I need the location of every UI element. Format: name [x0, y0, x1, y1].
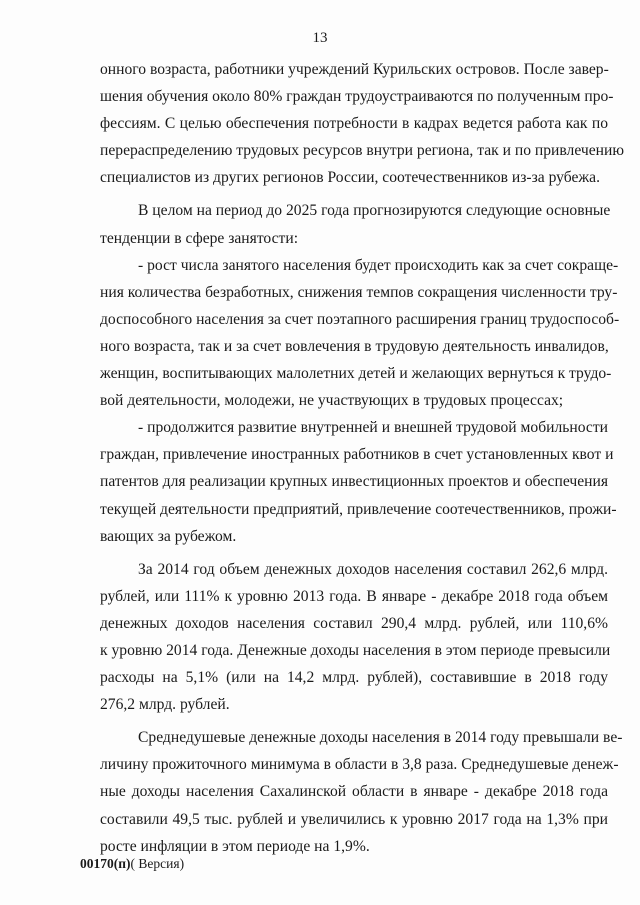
text-line: онного возраста, работники учреждений Курильских островов. После завер-: [100, 61, 609, 78]
text-line: личину прожиточного минимума в области в 3,8 раза. Среднедушевые денеж-: [100, 756, 619, 774]
text-line: - продолжится развитие внутренней и внешней трудовой мобильности: [138, 419, 608, 437]
paragraph-2: [100, 197, 611, 251]
paragraph-5: [100, 556, 611, 719]
text-line: к уровню 2014 года. Денежные доходы населения в этом периоде превысили: [100, 641, 611, 659]
text-line: составили 49,5 тыс. рублей и увеличились к уровню 2017 года на 1,3% при: [100, 810, 608, 828]
document-code: 00170(п): [80, 856, 131, 871]
text-line: росте инфляции в этом периоде на 1,9%.: [100, 837, 370, 855]
text-line: доспособного населения за счет поэтапного расширения границ трудоспособ-: [100, 310, 620, 328]
text-line: вой деятельности, молодежи, не участвующих в трудовых процессах;: [100, 392, 564, 410]
document-version: ( Версия): [130, 856, 185, 871]
text-line: ного возраста, так и за счет вовлечения в трудовую деятельность инвалидов,: [100, 337, 609, 355]
text-line: ния количества безработных, снижения темпов сокращения численности тру-: [100, 283, 618, 301]
text-line: перераспределению трудовых ресурсов внутри региона, так и по привлечению: [100, 142, 624, 160]
paragraph-1: [100, 56, 624, 191]
text-line: Среднедушевые денежные доходы населения в 2014 году превышали ве-: [138, 729, 623, 747]
text-line: В целом на период до 2025 года прогнозируются следующие основные: [138, 202, 611, 220]
text-line: рублей, или 111% к уровню 2013 года. В январе - декабре 2018 года объем: [100, 587, 608, 605]
text-line: тенденции в сфере занятости:: [100, 229, 299, 247]
text-line: вающих за рубежом.: [100, 527, 237, 545]
document-footer: [80, 856, 184, 872]
text-line: За 2014 год объем денежных доходов населения составил 262,6 млрд.: [138, 560, 608, 578]
text-line: расходы на 5,1% (или на 14,2 млрд. рублей), составившие в 2018 году: [100, 669, 608, 687]
text-line: 276,2 млрд. рублей.: [100, 696, 230, 714]
text-line: - рост числа занятого населения будет происходить как за счет сокраще-: [138, 256, 619, 274]
text-line: ные доходы населения Сахалинской области в январе - декабре 2018 года: [100, 783, 608, 801]
paragraph-4: [100, 414, 617, 549]
body-text: [100, 56, 624, 860]
text-line: фессиям. С целью обеспечения потребности в кадрах ведется работа как по: [100, 115, 608, 133]
text-line: денежных доходов населения составил 290,4 млрд. рублей, или 110,6%: [100, 614, 608, 632]
paragraph-3: [100, 252, 620, 415]
page-number: 13: [312, 30, 328, 46]
paragraph-6: [100, 724, 623, 859]
text-line: женщин, воспитывающих малолетних детей и желающих вернуться к трудо-: [100, 365, 612, 383]
text-line: шения обучения около 80% граждан трудоустраиваются по полученным про-: [100, 88, 614, 106]
text-line: патентов для реализации крупных инвестиционных проектов и обеспечения: [100, 473, 608, 491]
text-line: текущей деятельности предприятий, привлечение соотечественников, прожи-: [100, 500, 617, 518]
text-line: граждан, привлечение иностранных работников в счет установленных квот и: [100, 446, 614, 464]
text-line: специалистов из других регионов России, соотечественников из-за рубежа.: [100, 169, 600, 187]
